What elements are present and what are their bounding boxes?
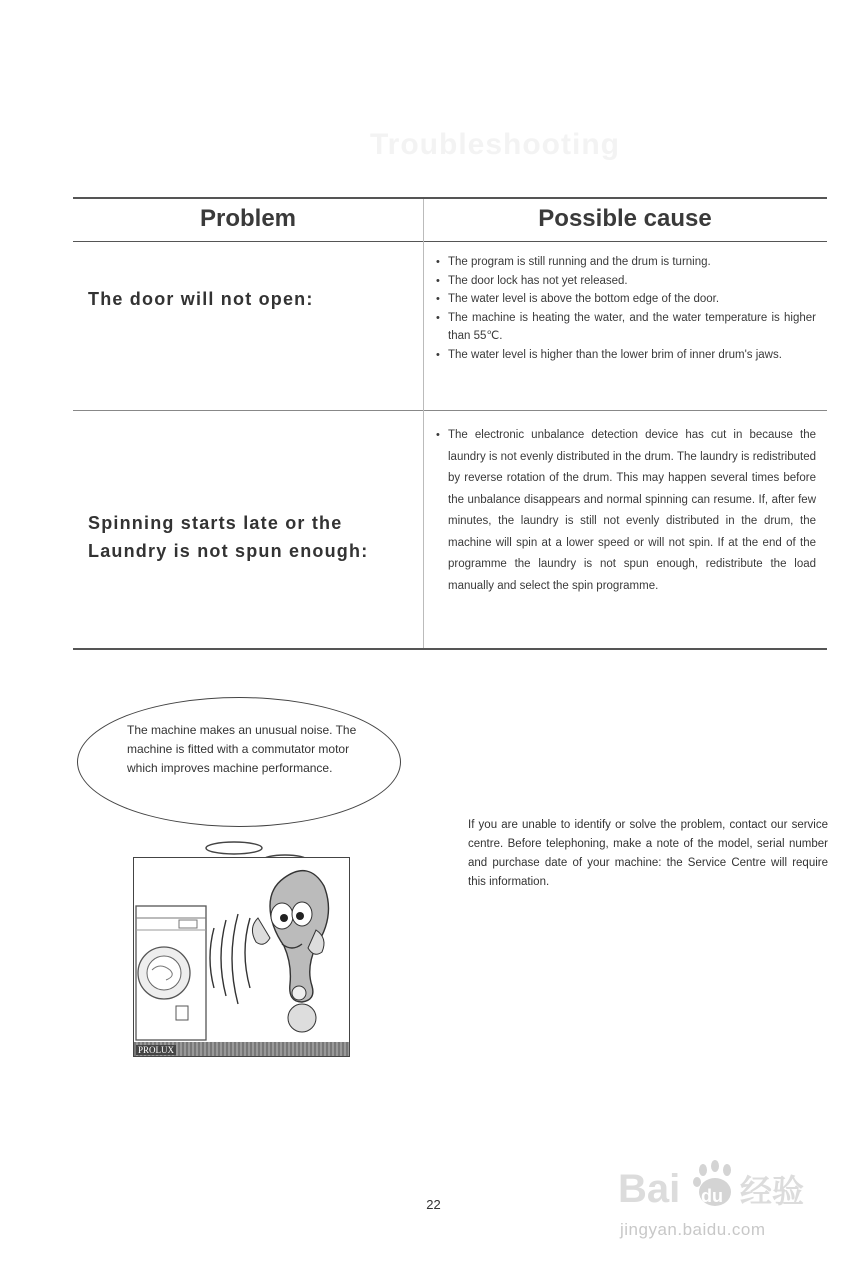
causes-list-spinning [428,425,816,597]
svg-text:Bai: Bai [618,1167,681,1211]
column-divider [423,199,424,648]
cause-text: The machine is heating the water, and the water temperature is higher than 55℃. [448,311,816,342]
cause-text: The door lock has not yet released. [448,274,628,287]
bullet-icon: • [436,293,440,305]
cause-item [428,290,816,309]
cause-text: The water level is above the bottom edge of the door. [448,293,720,305]
table-bottom-rule [73,648,827,650]
causes-list-door [428,253,816,364]
cause-item [428,425,816,597]
illustration-footer-label: PROLUX [138,1045,175,1055]
header-rule [73,241,827,242]
cause-item [428,346,816,365]
speech-bubble-text: The machine makes an unusual noise. The machine is fitted with a commutator motor which improves machine performance. [127,723,357,775]
illustration-footer-bar [134,1042,349,1056]
problem-door-will-not-open [88,285,314,313]
header-problem: Problem [199,205,297,232]
svg-text:经验: 经验 [740,1172,805,1210]
cause-text: The program is still running and the drum is turning. [448,256,711,268]
cause-text: The water level is higher than the lower brim of inner drum's jaws. [448,348,782,361]
noisy-washing-machine-illustration [133,857,350,1057]
bullet-icon: • [436,256,440,268]
problem-line: The door will not open: [88,289,314,309]
problem-line: Spinning starts late or the [88,513,343,533]
cause-item [428,253,816,272]
service-centre-note: If you are unable to identify or solve the problem, contact our service centre. Before telephoning, make a note of the model, serial number and purchase date of your machine: the Service Centre will require this information. [468,819,828,888]
svg-text:du: du [701,1186,723,1206]
bullet-icon: • [436,274,440,287]
header-possible-cause: Possible cause [538,205,712,232]
washing-machine-cartoon-icon [134,858,349,1042]
baidu-watermark-logo-icon [618,1158,858,1214]
cause-item [428,309,816,346]
problem-line: Laundry is not spun enough: [88,541,369,561]
cause-text: The electronic unbalance detection device has cut in because the laundry is not evenly distributed in the drum. The laundry is redistributed by reverse rotation of the drum. This may happen several times before the unbalance disappears and normal spinning can resume. If, after few minutes, the laundry is still not evenly distributed in the drum, the machine will spin at a lower speed or will not spin. If at the end of the programme the laundry is not spun enough, redistribute the load manually and select the spin programme. [448,429,816,592]
page-number: 22 [426,1197,441,1212]
bullet-icon: • [436,311,440,324]
row-divider [73,410,827,411]
bullet-icon: • [436,429,440,441]
cause-item [428,272,816,291]
bullet-icon: • [436,348,440,361]
watermark-url: jingyan.baidu.com [620,1220,766,1239]
problem-spinning-late [88,509,368,565]
table-top-rule [73,197,827,199]
ghost-heading: Troubleshooting [370,128,620,161]
